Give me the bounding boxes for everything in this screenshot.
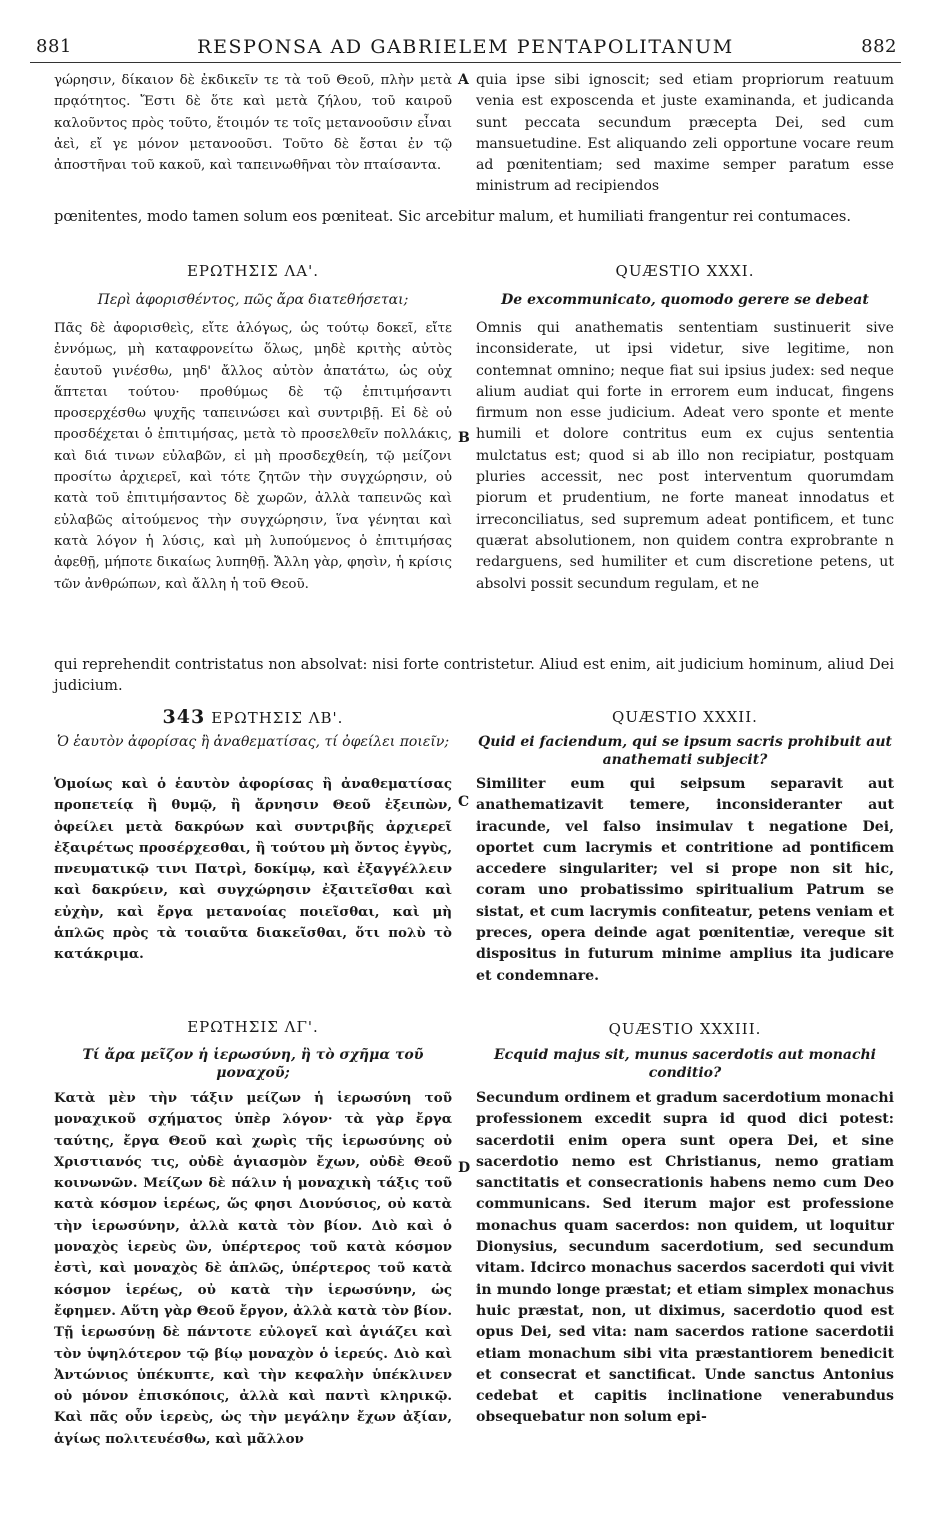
page-header — [30, 36, 901, 60]
greek-question-heading: ΕΡΩΤΗΣΙΣ ΛΓ'. — [187, 1018, 319, 1036]
latin-question-heading: QUÆSTIO XXXII. — [612, 708, 758, 726]
greek-continuation — [54, 70, 452, 176]
latin-question-subtitle: De excommunicato, quomodo gerere se debeat — [501, 292, 869, 308]
full-width-continuation: pœnitentes, modo tamen solum eos pœniteat. Sic arcebitur malum, et humiliati frangentur rei contumaces. — [54, 208, 852, 225]
latin-question-body — [476, 774, 894, 987]
latin-paragraph: Omnis qui anathematis sententiam sustinuerit sive inconsiderate, ut ipsi videtur, sive legitime, non contemnat omnino; neque fiat sui ipsius judex: sed neque alium audiat qui forte in errorem eum inducat, fingens firmum non esse judicium. Adeat vero sponte et mente humili et dolore contritus eum ex cujus sententia mulctatus est; quod si ab illo non recipiatur, postquam pluries accessit, nec post interventum quorumdam piorum et prudentium, ne forte maneat innodatus et irreconciliatus, sed supremum adeat pontificem, et tunc quærat absolutionem, non quidem contra exprobrante n redarguens, sed humiliter et cum discretione petens, ut absolvi possit secundum regulam, et ne — [476, 320, 894, 592]
greek-question-subtitle: Τί ἄρα μεῖζον ἡ ἱερωσύνη, ἢ τὸ σχῆμα τοῦ μοναχοῦ; — [82, 1047, 424, 1081]
full-width-text: qui reprehendit contristatus non absolvat: nisi forte contristetur. Aliud est enim, ait judicium hominum, aliud Dei judicium. — [54, 656, 894, 695]
latin-paragraph: Similiter eum qui seipsum separavit aut anathematizavit temere, inconsideranter aut iracunde, vel falso insimulav t negatione Dei, oportet cum lacrymis et contritione ad pontificem accedere singulariter; vel si prope non sit hic, coram uno probatissimo spiritualium Patrum se sistat, et cum lacrymis confiteatur, petens veniam et preces, opera deinde agat pœnitentiæ, vereque sit dispositus in futurum minime amplius ita judicare et condemnare. — [476, 776, 894, 984]
latin-question-body — [476, 1088, 894, 1429]
greek-paragraph: Πᾶς δὲ ἀφορισθεὶς, εἴτε ἀλόγως, ὡς τούτῳ δοκεῖ, εἴτε ἐννόμως, μὴ καταφρονείτω ὅλως, μηδὲ κριτὴς αὐτὸς ἑαυτοῦ γινέσθω, μηδ' ἄλλος αὐτὸν ἀπατάτω, ὡς οὐχ ἅπτεται τούτου· προθύμως δὲ τῷ ἐπιτιμήσαντι προσερχέσθω ψυχῆς ταπεινώσει καὶ συντριβῇ. Εἰ δὲ οὐ προσδέχεται ὁ ἐπιτιμήσας, μετὰ τὸ προσελθεῖν πολλάκις, καὶ διά τινων εὐλαβῶν, εἰ μὴ προσδεχθείη, τῷ μείζονι προσίτω ἀρχιερεῖ, καὶ τότε ζητῶν τὴν συγχώρησιν, οὐ κατὰ τοῦ ἐπιτιμήσαντος δὲ χωρῶν, ἀλλὰ ταπεινῶς καὶ εὐλαβῶς αἰτούμενος τὴν συγχώρησιν, ἵνα γένηται καὶ κατὰ λόγον ἡ λύσις, καὶ μὴ λυπούμενος ὁ ἐπιτιμήσας ἀφεθῇ, μήποτε δικαίως λυπηθῇ. Ἄλλη γὰρ, φησὶν, ἡ κρίσις τῶν ἀνθρώπων, καὶ ἄλλη ἡ τοῦ Θεοῦ. — [54, 321, 452, 592]
latin-paragraph: Secundum ordinem et gradum sacerdotium monachi professionem excedit supra id quod dici potest: sacerdotii enim opera sunt opera Dei, et sine sacerdotio nemo est Christianus, nemo gratiam sanctitatis et consecrationis habens nemo cum Deo communicans. Sed iterum major est professione monachus quam sacerdos: non quidem, ut loquitur Dionysius, secundum sacerdotium, sed secundum vitam. Idcirco monachus sacerdos sacerdoti qui vivit in mundo longe præstat; et etiam simplex monachus huic præstat, non, ut diximus, sacerdotio quod est opus Dei, sed vita: nam sacerdos ratione sacerdotii etiam monachum sibi vita præstantiorem benedicit et consecrat et sanctificat. Unde sanctus Antonius cedebat et capitis inclinatione venerabundus obsequebatur non solum epi- — [476, 1090, 894, 1426]
left-page-number: 881 — [36, 36, 72, 57]
latin-paragraph: quia ipse sibi ignoscit; sed etiam propriorum reatuum venia est exposcenda et juste examinanda, et judicanda sunt peccata secundum præcepta Dei, sed cum mansuetudine. Est aliquando zeli opportune vocare reum ad pœnitentiam; sed maxime semper paratum esse ministrum ad recipiendos — [476, 72, 894, 195]
latin-question-heading: QUÆSTIO XXXI. — [615, 262, 755, 280]
greek-question-heading: ΕΡΩΤΗΣΙΣ ΛΑ'. — [186, 262, 320, 280]
greek-paragraph: γώρησιν, δίκαιον δὲ ἐκδικεῖν τε τὰ τοῦ Θεοῦ, πλὴν μετὰ πρᾳότητος. Ἔστι δὲ ὅτε καὶ μετὰ ζήλου, τοῦ καιροῦ καλοῦντος πρὸς τοῦτο, ἕτοιμόν τε τοῖς μετανοοῦσιν εἶναι ἀεὶ, εἴ γε μόνον μετανοοῦσι. Τοῦτο δὲ ἔσται ἐν τῷ ἀποστῆναι τοῦ κακοῦ, καὶ ταπεινωθῆναι τὸν πταίσαντα. — [54, 73, 452, 174]
greek-question-heading — [54, 706, 452, 728]
greek-paragraph: Ὁμοίως καὶ ὁ ἑαυτὸν ἀφορίσας ἢ ἀναθεματίσας προπετείᾳ ἢ θυμῷ, ἢ ἄρνησιν Θεοῦ ἐξειπὼν, ὀφείλει μετὰ δακρύων καὶ συντριβῆς ἀρχιερεῖ ἐξαιρέτως προσέρχεσθαι, ἢ τούτου μὴ ὄντος ἐγγὺς, πνευματικῷ τινι Πατρὶ, δοκίμῳ, καὶ ἐξαγγέλλειν καὶ δακρύειν, καὶ συγχώρησιν ἐξαιτεῖσθαι καὶ εὐχὴν, καὶ ἔργα μετανοίας ποιεῖσθαι, καὶ μὴ ἁπλῶς πρὸς τὰ τοιαῦτα διακεῖσθαι, ὅτι πολὺ τὸ κατάκριμα. — [54, 776, 452, 963]
right-page-number: 882 — [861, 36, 897, 57]
latin-question-heading: QUÆSTIO XXXIII. — [608, 1020, 762, 1038]
margin-mark-b: B — [458, 430, 470, 446]
column-number: 343 — [162, 706, 206, 728]
greek-question-body — [54, 318, 452, 595]
greek-heading-text: ΕΡΩΤΗΣΙΣ ΛΒ'. — [211, 709, 344, 727]
latin-continuation — [476, 70, 894, 198]
greek-paragraph: Κατὰ μὲν τὴν τάξιν μείζων ἡ ἱερωσύνη τοῦ μοναχικοῦ σχήματος ὑπὲρ λόγον· τὰ γὰρ ἔργα ταύτης, ἔργα Θεοῦ καὶ χωρὶς τῆς ἱερωσύνης οὐ Χριστιανός τις, οὐδὲ ἁγιασμὸν ἔχων, οὐδὲ Θεοῦ κοινωνῶν. Μείζων δὲ πάλιν ἡ μοναχικὴ τάξις τοῦ κατὰ κόσμον ἱερέως, ὥς φησι Διονύσιος, οὐ κατὰ τὴν ἱερωσύνην, ἀλλὰ κατὰ τὸν βίον. Διὸ καὶ ὁ μοναχὸς ἱερεὺς ὢν, ὑπέρτερος τοῦ κατὰ κόσμον ἐστὶ, καὶ μοναχὸς δὲ ἁπλῶς, ὑπέρτερος τοῦ κατὰ κόσμον ἱερέως, οὐ κατὰ τὴν ἱερωσύνην, ὡς ἔφημεν. Αὕτη γὰρ Θεοῦ ἔργον, ἀλλὰ κατὰ τὸν βίον. Τῇ ἱερωσύνῃ δὲ πάντοτε εὐλογεῖ καὶ ἁγιάζει καὶ τὸν ὑψηλότερον τῷ βίῳ μοναχὸν ὁ ἱερεύς. Διὸ καὶ Ἀντώνιος ὑπέκυπτε, καὶ τὴν κεφαλὴν ὑπέκλινεν οὐ μόνον ἐπισκόποις, ἀλλὰ καὶ παντὶ κληρικῷ. Καὶ πᾶς οὖν ἱερεὺς, ὡς τὴν μεγάλην ἔχων ἀξίαν, ἁγίως πολιτευέσθω, καὶ μᾶλλον — [54, 1090, 452, 1447]
greek-question-subtitle: Περὶ ἀφορισθέντος, πῶς ἄρα διατεθήσεται; — [97, 292, 409, 308]
running-title: RESPONSA AD GABRIELEM PENTAPOLITANUM — [197, 36, 734, 58]
greek-question-subtitle: Ὁ ἑαυτὸν ἀφορίσας ἢ ἀναθεματίσας, τί ὀφείλει ποιεῖν; — [56, 734, 450, 750]
margin-mark-d: D — [458, 1160, 471, 1176]
margin-mark-a: A — [458, 72, 469, 88]
latin-question-subtitle: Quid ei faciendum, qui se ipsum sacris prohibuit aut anathemati subjecit? — [478, 734, 892, 768]
header-rule — [30, 62, 901, 63]
latin-question-subtitle: Ecquid majus sit, munus sacerdotis aut monachi conditio? — [494, 1047, 876, 1081]
margin-mark-c: C — [458, 794, 470, 810]
greek-question-body — [54, 774, 452, 966]
latin-question-body — [476, 318, 894, 595]
greek-question-body — [54, 1088, 452, 1450]
